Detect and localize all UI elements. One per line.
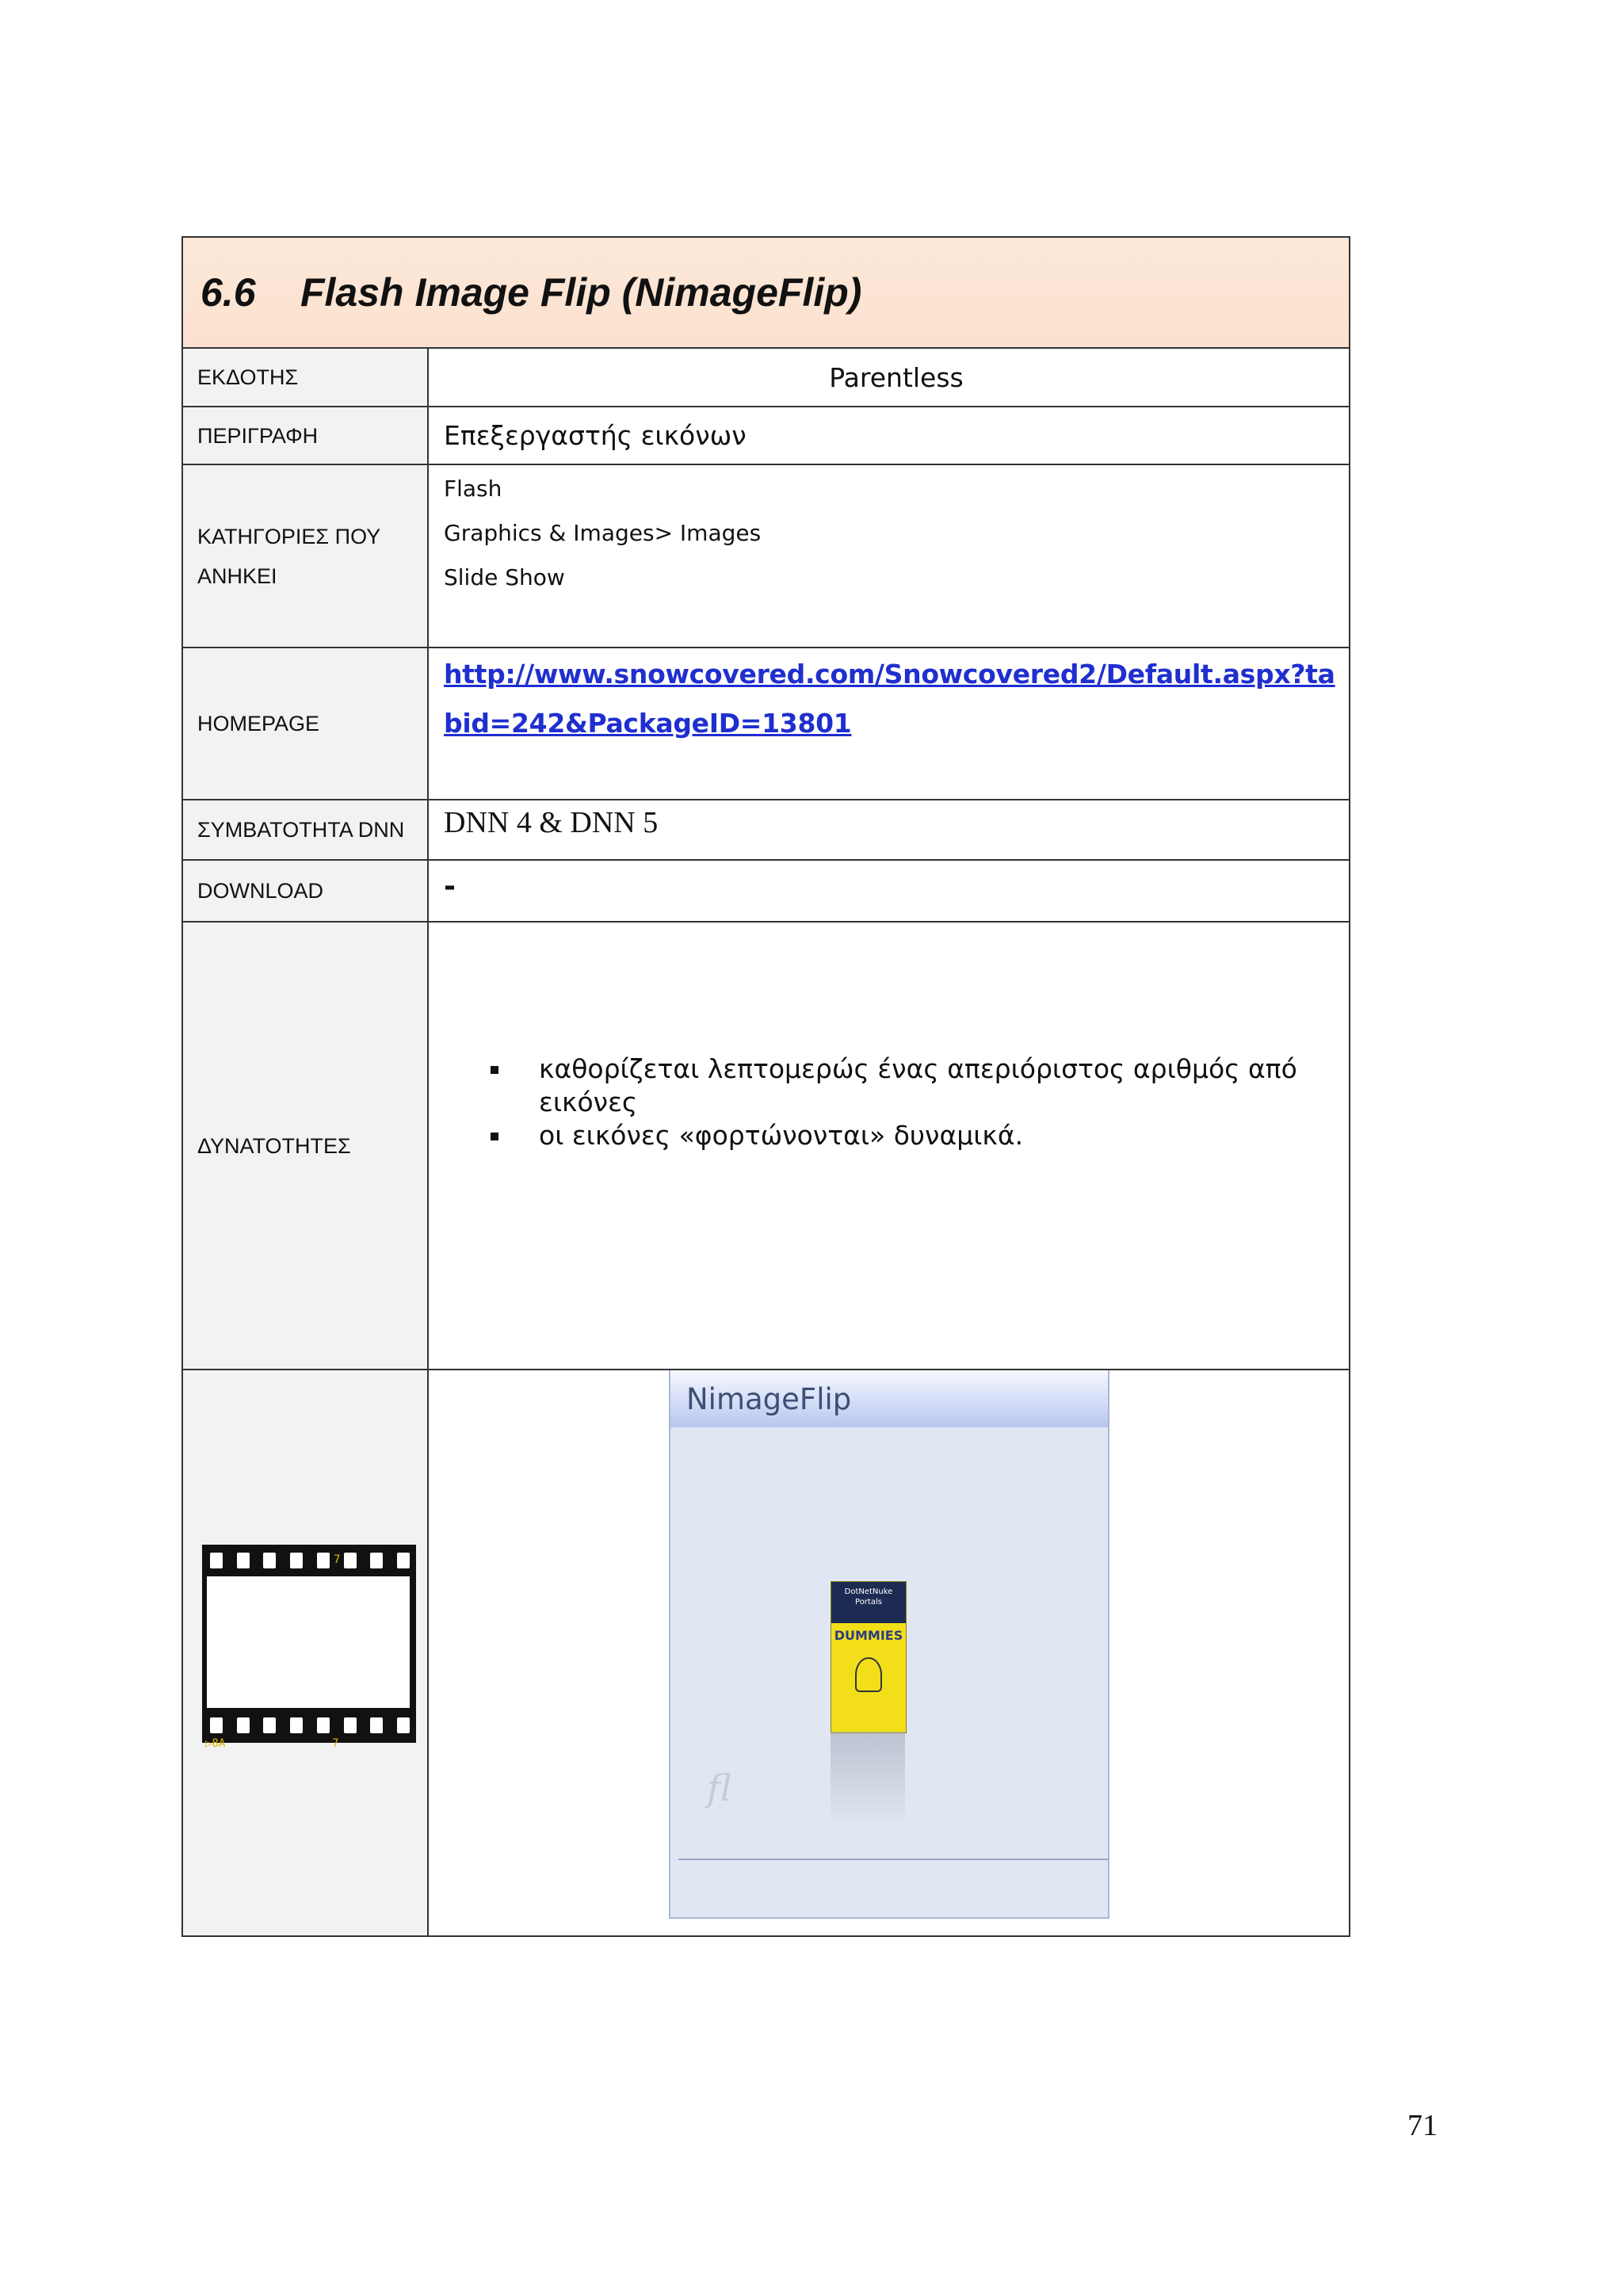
publisher-value: Parentless [829, 361, 964, 393]
flash-watermark: fl [707, 1767, 731, 1809]
film-edge-mark: ▷8A [205, 1737, 226, 1750]
screenshot-divider [678, 1859, 1108, 1860]
compatibility-cell [429, 800, 1349, 859]
page-number: 71 [1407, 2109, 1438, 2142]
categories-label: ΚΑΤΗΓΟΡΙΕΣ ΠΟΥ ΑΝΗΚΕΙ [183, 465, 429, 647]
book-reflection [831, 1732, 905, 1827]
features-label: ΔΥΝΑΤΟΤΗΤΕΣ [183, 923, 429, 1369]
features-cell [429, 923, 1349, 1369]
film-holes-bottom [210, 1717, 410, 1733]
download-label: DOWNLOAD [183, 861, 429, 921]
row-homepage [183, 648, 1349, 800]
category-item: Flash [444, 476, 502, 502]
book-title: DotNetNuke Portals [844, 1587, 893, 1606]
category-item: Graphics & Images> Images [444, 520, 762, 546]
section-title [200, 269, 861, 315]
row-features [183, 923, 1349, 1370]
features-list [491, 1052, 1331, 1152]
homepage-value [429, 648, 1349, 799]
screenshot-cell [429, 1370, 1349, 1935]
film-frame-mark-top: 7 [334, 1553, 341, 1566]
row-categories [183, 465, 1349, 648]
section-number: 6.6 [200, 270, 256, 315]
download-cell [429, 861, 1349, 921]
homepage-link-line1[interactable]: http://www.snowcovered.com/Snowcovered2/Default.aspx?ta [444, 659, 1335, 690]
film-icon-cell [183, 1370, 429, 1935]
description-value: Επεξεργαστής εικόνων [444, 420, 747, 451]
description-label: ΠΕΡΙΓΡΑΦΗ [183, 407, 429, 464]
row-compatibility [183, 800, 1349, 861]
category-item: Slide Show [444, 564, 565, 590]
feature-item: καθορίζεται λεπτομερώς ένας απεριόριστος αριθμός από εικόνες [491, 1052, 1331, 1119]
nimageflip-screenshot [669, 1370, 1109, 1919]
row-download [183, 861, 1349, 923]
publisher-label: ΕΚΔΟΤΗΣ [183, 349, 429, 406]
row-description [183, 407, 1349, 465]
film-strip-icon [202, 1545, 416, 1750]
download-value: - [444, 870, 456, 903]
film-frame [207, 1576, 410, 1708]
section-title-text: Flash Image Flip (NimageFlip) [300, 270, 862, 315]
book-figure-icon [855, 1657, 882, 1692]
book-brand: DUMMIES [834, 1628, 903, 1643]
film-holes-top [210, 1553, 410, 1568]
film-frame-mark-bottom: 7 [332, 1737, 339, 1750]
book-cover-image [831, 1581, 907, 1733]
screenshot-window-title: NimageFlip [686, 1381, 852, 1416]
row-screenshot [183, 1370, 1349, 1935]
module-table [181, 236, 1350, 1937]
screenshot-titlebar [670, 1370, 1108, 1427]
compatibility-value: DNN 4 & DNN 5 [444, 806, 659, 839]
row-publisher [183, 349, 1349, 407]
compatibility-label: ΣΥΜΒΑΤΟΤΗΤΑ DNN [183, 800, 429, 859]
categories-list [429, 465, 1349, 647]
feature-item: οι εικόνες «φορτώνονται» δυναμικά. [491, 1119, 1331, 1152]
section-header [183, 238, 1349, 349]
publisher-value-cell [429, 349, 1349, 406]
homepage-link-line2[interactable]: bid=242&PackageID=13801 [444, 708, 852, 739]
homepage-label: HOMEPAGE [183, 648, 429, 799]
